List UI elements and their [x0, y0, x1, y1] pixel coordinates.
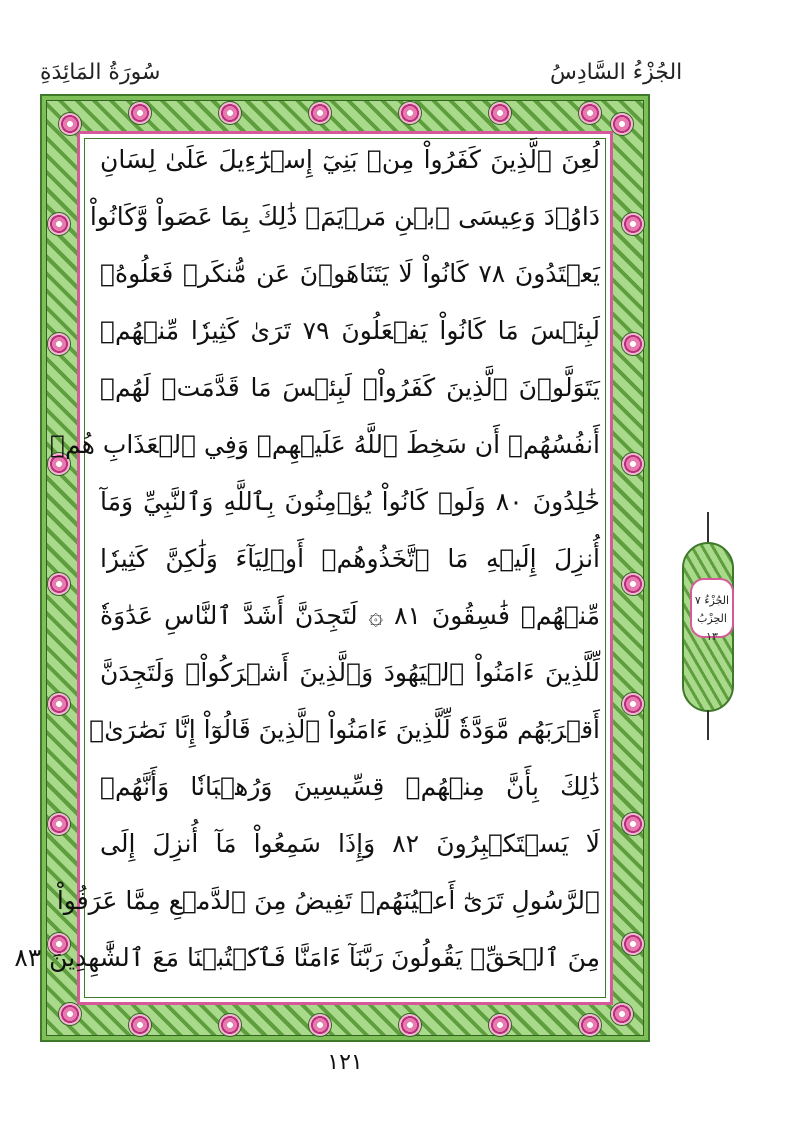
rosette-ornament — [489, 102, 511, 124]
rosette-ornament — [48, 333, 70, 355]
marker-medallion — [682, 542, 734, 712]
rosette-ornament — [399, 102, 421, 124]
juz-label: الجُزْءُ ٧ — [694, 594, 730, 607]
rosette-ornament — [219, 1014, 241, 1036]
rosette-ornament — [622, 573, 644, 595]
verse-text-block — [14, 140, 600, 1000]
rosette-ornament — [59, 1003, 81, 1025]
surah-header: سُورَةُ المَائِدَةِ — [40, 60, 161, 85]
hizb-marker — [680, 512, 736, 740]
rosette-ornament — [622, 693, 644, 715]
rosette-ornament — [219, 102, 241, 124]
rosette-ornament — [622, 933, 644, 955]
hizb-label: الحِزْبُ ١٣ — [697, 612, 727, 643]
marker-stem-bottom — [707, 710, 709, 740]
verse-line: لُعِنَ ٱلَّذِينَ كَفَرُواْ مِنۢ بَنِيٓ إِسۡرَٰٓءِيلَ عَلَىٰ لِسَانِ — [100, 145, 600, 174]
rosette-ornament — [59, 113, 81, 135]
verse-line: يَتَوَلَّوۡنَ ٱلَّذِينَ كَفَرُواْۚ لَبِئۡسَ مَا قَدَّمَتۡ لَهُمۡ — [100, 373, 600, 402]
verse-line: يَعۡتَدُونَ ٧٨ كَانُواْ لَا يَتَنَاهَوۡنَ عَن مُّنكَرٖ فَعَلُوهُۚ — [100, 259, 600, 288]
rosette-ornament — [579, 102, 601, 124]
rosette-ornament — [309, 102, 331, 124]
rosette-ornament — [622, 213, 644, 235]
rosette-ornament — [48, 213, 70, 235]
rosette-ornament — [399, 1014, 421, 1036]
rosette-ornament — [309, 1014, 331, 1036]
verse-line: خَٰلِدُونَ ٨٠ وَلَوۡ كَانُواْ يُؤۡمِنُونَ بِٱللَّهِ وَٱلنَّبِيِّ وَمَآ — [100, 487, 600, 516]
rosette-ornament — [48, 813, 70, 835]
verse-line: لِّلَّذِينَ ءَامَنُواْ ٱلۡيَهُودَ وَٱلَّذِينَ أَشۡرَكُواْۖ وَلَتَجِدَنَّ — [100, 658, 600, 687]
marker-label-box — [690, 578, 734, 643]
rosette-ornament — [611, 1003, 633, 1025]
rosette-ornament — [579, 1014, 601, 1036]
juz-header: الجُزْءُ السَّادِسُ — [550, 60, 683, 85]
verse-line: أَنفُسُهُمۡ أَن سَخِطَ ٱللَّهُ عَلَيۡهِمۡ وَفِي ٱلۡعَذَابِ هُمۡ — [50, 430, 600, 459]
marker-stem-top — [707, 512, 709, 544]
verse-line: أُنزِلَ إِلَيۡهِ مَا ٱتَّخَذُوهُمۡ أَوۡلِيَآءَ وَلَٰكِنَّ كَثِيرٗا — [100, 544, 600, 573]
rosette-ornament — [129, 1014, 151, 1036]
verse-line: دَاوُۥدَ وَعِيسَى ٱبۡنِ مَرۡيَمَۚ ذَٰلِكَ بِمَا عَصَواْ وَّكَانُواْ — [89, 202, 600, 231]
rosette-ornament — [48, 693, 70, 715]
rosette-ornament — [622, 813, 644, 835]
verse-line: لَبِئۡسَ مَا كَانُواْ يَفۡعَلُونَ ٧٩ تَرَىٰ كَثِيرٗا مِّنۡهُمۡ — [100, 316, 600, 345]
verse-line: ٱلرَّسُولِ تَرَىٰٓ أَعۡيُنَهُمۡ تَفِيضُ مِنَ ٱلدَّمۡعِ مِمَّا عَرَفُواْ — [56, 886, 600, 915]
verse-line: مِّنۡهُمۡ فَٰسِقُونَ ٨١ ۞ لَتَجِدَنَّ أَشَدَّ ٱلنَّاسِ عَدَٰوَةٗ — [100, 601, 600, 630]
rosette-ornament — [622, 453, 644, 475]
verse-line: ذَٰلِكَ بِأَنَّ مِنۡهُمۡ قِسِّيسِينَ وَرُهۡبَانٗا وَأَنَّهُمۡ — [100, 772, 600, 801]
verse-line: لَا يَسۡتَكۡبِرُونَ ٨٢ وَإِذَا سَمِعُواْ مَآ أُنزِلَ إِلَى — [100, 829, 600, 858]
rosette-ornament — [622, 333, 644, 355]
rosette-ornament — [48, 573, 70, 595]
rosette-ornament — [489, 1014, 511, 1036]
rosette-ornament — [611, 113, 633, 135]
verse-line: مِنَ ٱلۡحَقِّۖ يَقُولُونَ رَبَّنَآ ءَامَنَّا فَٱكۡتُبۡنَا مَعَ ٱلشَّٰهِدِينَ ٨٣ — [14, 943, 600, 972]
rosette-ornament — [129, 102, 151, 124]
page-number: ١٢١ — [327, 1050, 363, 1075]
verse-line: أَقۡرَبَهُم مَّوَدَّةٗ لِّلَّذِينَ ءَامَنُواْ ٱلَّذِينَ قَالُوٓاْ إِنَّا نَصَٰرَىٰۚ — [89, 715, 600, 744]
